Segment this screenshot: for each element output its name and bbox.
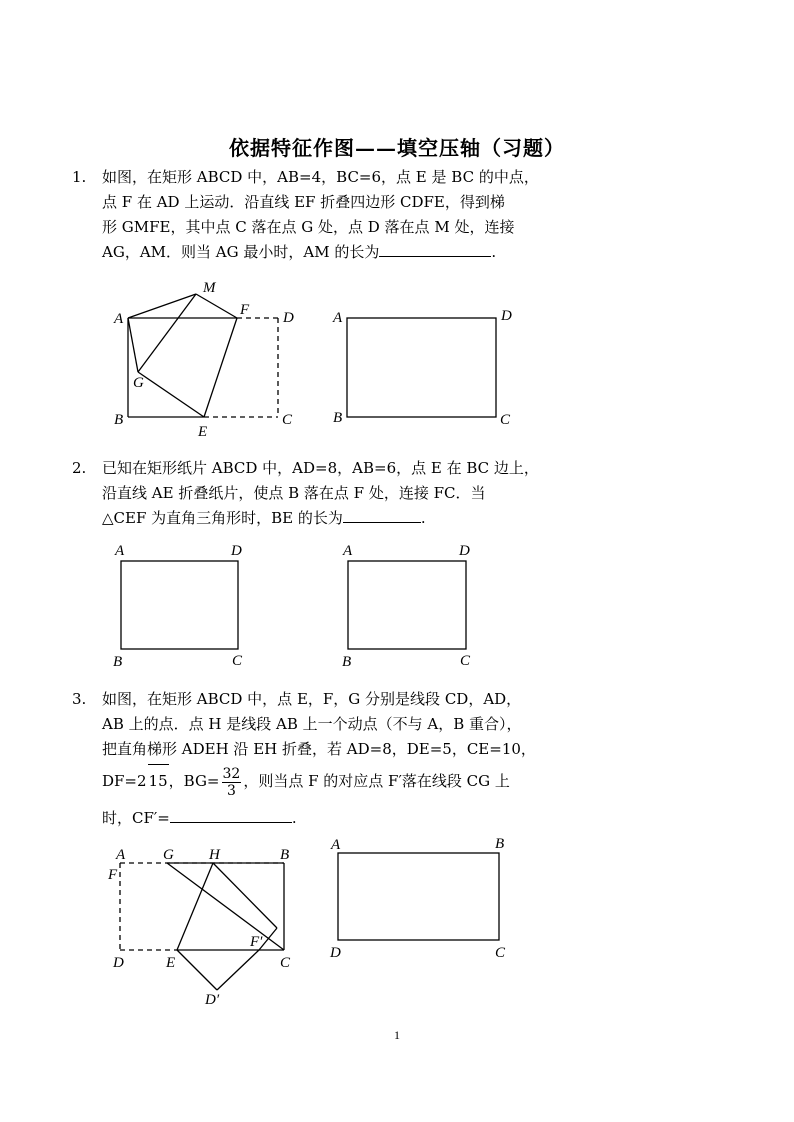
segment-AM <box>128 294 196 318</box>
fig3a-label-D: D <box>113 955 124 971</box>
fig1b-label-C: C <box>500 412 511 428</box>
problem-3-line-1: 如图，在矩形 ABCD 中，点 E，F，G 分别是线段 CD，AD， <box>102 690 522 708</box>
fig3b-label-D: D <box>330 945 341 961</box>
fig3a-label-Dprime: D′ <box>205 992 220 1008</box>
problem-2-line-3-text: △CEF 为直角三角形时，BE 的长为 <box>102 509 343 527</box>
fig3a-label-A: A <box>116 847 126 863</box>
problem-1-line-4-text: AG，AM．则当 AG 最小时，AM 的长为 <box>102 243 380 261</box>
segment-HFprime <box>213 863 277 928</box>
fig3a-label-F: F <box>108 867 118 883</box>
problem-2-end: . <box>420 509 426 527</box>
problem-3-line-3: 把直角梯形 ADEH 沿 EH 折叠，若 AD=8，DE=5，CE=10， <box>102 740 536 758</box>
problem-2-number: 2. <box>72 459 87 477</box>
fig1a-label-B: B <box>114 412 124 428</box>
fig3a-label-G: G <box>163 847 174 863</box>
segment-FM <box>196 294 237 318</box>
figure-1b-rectangle <box>347 318 496 417</box>
figure-1a <box>128 294 278 417</box>
figure-3b-rectangle <box>338 853 499 940</box>
fig1a-label-E: E <box>198 424 208 440</box>
fig2a-label-A: A <box>115 543 125 559</box>
problem-2-line-1: 已知在矩形纸片 ABCD 中，AD=8，AB=6，点 E 在 BC 边上， <box>102 459 539 477</box>
page-title: 依据特征作图——填空压轴（习题） <box>229 136 565 160</box>
problem-1-line-3: 形 GMFE，其中点 C 落在点 G 处，点 D 落在点 M 处，连接 <box>102 218 515 236</box>
fig3b-label-C: C <box>495 945 506 961</box>
segment-MG <box>138 294 196 372</box>
fig2b-label-D: D <box>459 543 470 559</box>
fig3b-label-B: B <box>495 836 505 852</box>
problem-3-line-4-rest: ，则当点 F 的对应点 F′落在线段 CG 上 <box>243 772 510 790</box>
problem-1-line-1: 如图，在矩形 ABCD 中，AB=4，BC=6，点 E 是 BC 的中点， <box>102 168 539 186</box>
fig1a-label-A: A <box>114 311 124 327</box>
fraction-denominator: 3 <box>226 782 236 799</box>
segment-AG <box>128 318 138 372</box>
problem-3-line-2: AB 上的点．点 H 是线段 AB 上一个动点（不与 A，B 重合）， <box>102 715 522 733</box>
sqrt-15: 15 <box>148 764 169 797</box>
fig3b-label-A: A <box>331 837 341 853</box>
fig1b-label-B: B <box>333 410 343 426</box>
fig1b-label-D: D <box>501 308 512 324</box>
problem-2-line-2: 沿直线 AE 折叠纸片，使点 B 落在点 F 处，连接 FC．当 <box>102 484 486 502</box>
fig3a-label-E: E <box>166 955 176 971</box>
fig2a-label-C: C <box>232 653 243 669</box>
fig1a-label-F: F <box>240 302 250 318</box>
fig2b-label-B: B <box>342 654 352 670</box>
segment-to-Dprime-right <box>217 950 259 990</box>
page-number: 1 <box>394 1028 400 1042</box>
fig2a-label-D: D <box>231 543 242 559</box>
figure-2b-rectangle <box>348 561 466 649</box>
segment-EF <box>204 318 237 417</box>
bg-text: ，BG= <box>168 772 220 790</box>
fig3a-label-C: C <box>280 955 291 971</box>
fig2b-label-A: A <box>343 543 353 559</box>
fig3a-label-B: B <box>280 847 290 863</box>
segment-GE <box>138 372 204 417</box>
fraction-numerator: 32 <box>222 765 241 782</box>
problem-3-line-5-text: 时，CF′= <box>102 809 170 827</box>
problem-1-line-2: 点 F 在 AD 上运动．沿直线 EF 折叠四边形 CDFE，得到梯 <box>102 193 505 211</box>
fig1b-label-A: A <box>333 310 343 326</box>
fig1a-label-G: G <box>133 375 144 391</box>
problem-3-number: 3. <box>72 690 87 708</box>
segment-HE <box>177 863 213 950</box>
fig1a-label-M: M <box>203 280 216 296</box>
problem-3-end: . <box>291 809 297 827</box>
problem-1-number: 1. <box>72 168 87 186</box>
segment-EDprime <box>177 950 217 990</box>
fig1a-label-C: C <box>282 412 293 428</box>
fig2b-label-C: C <box>460 653 471 669</box>
fig1a-label-D: D <box>283 310 294 326</box>
fig2a-label-B: B <box>113 654 123 670</box>
figure-2a-rectangle <box>121 561 238 649</box>
df-text: DF=2 <box>102 772 147 790</box>
fig3a-label-H: H <box>209 847 220 863</box>
figure-3a <box>120 863 284 990</box>
fig3a-label-Fprime: F′ <box>250 934 263 950</box>
problem-1-end: . <box>491 243 497 261</box>
